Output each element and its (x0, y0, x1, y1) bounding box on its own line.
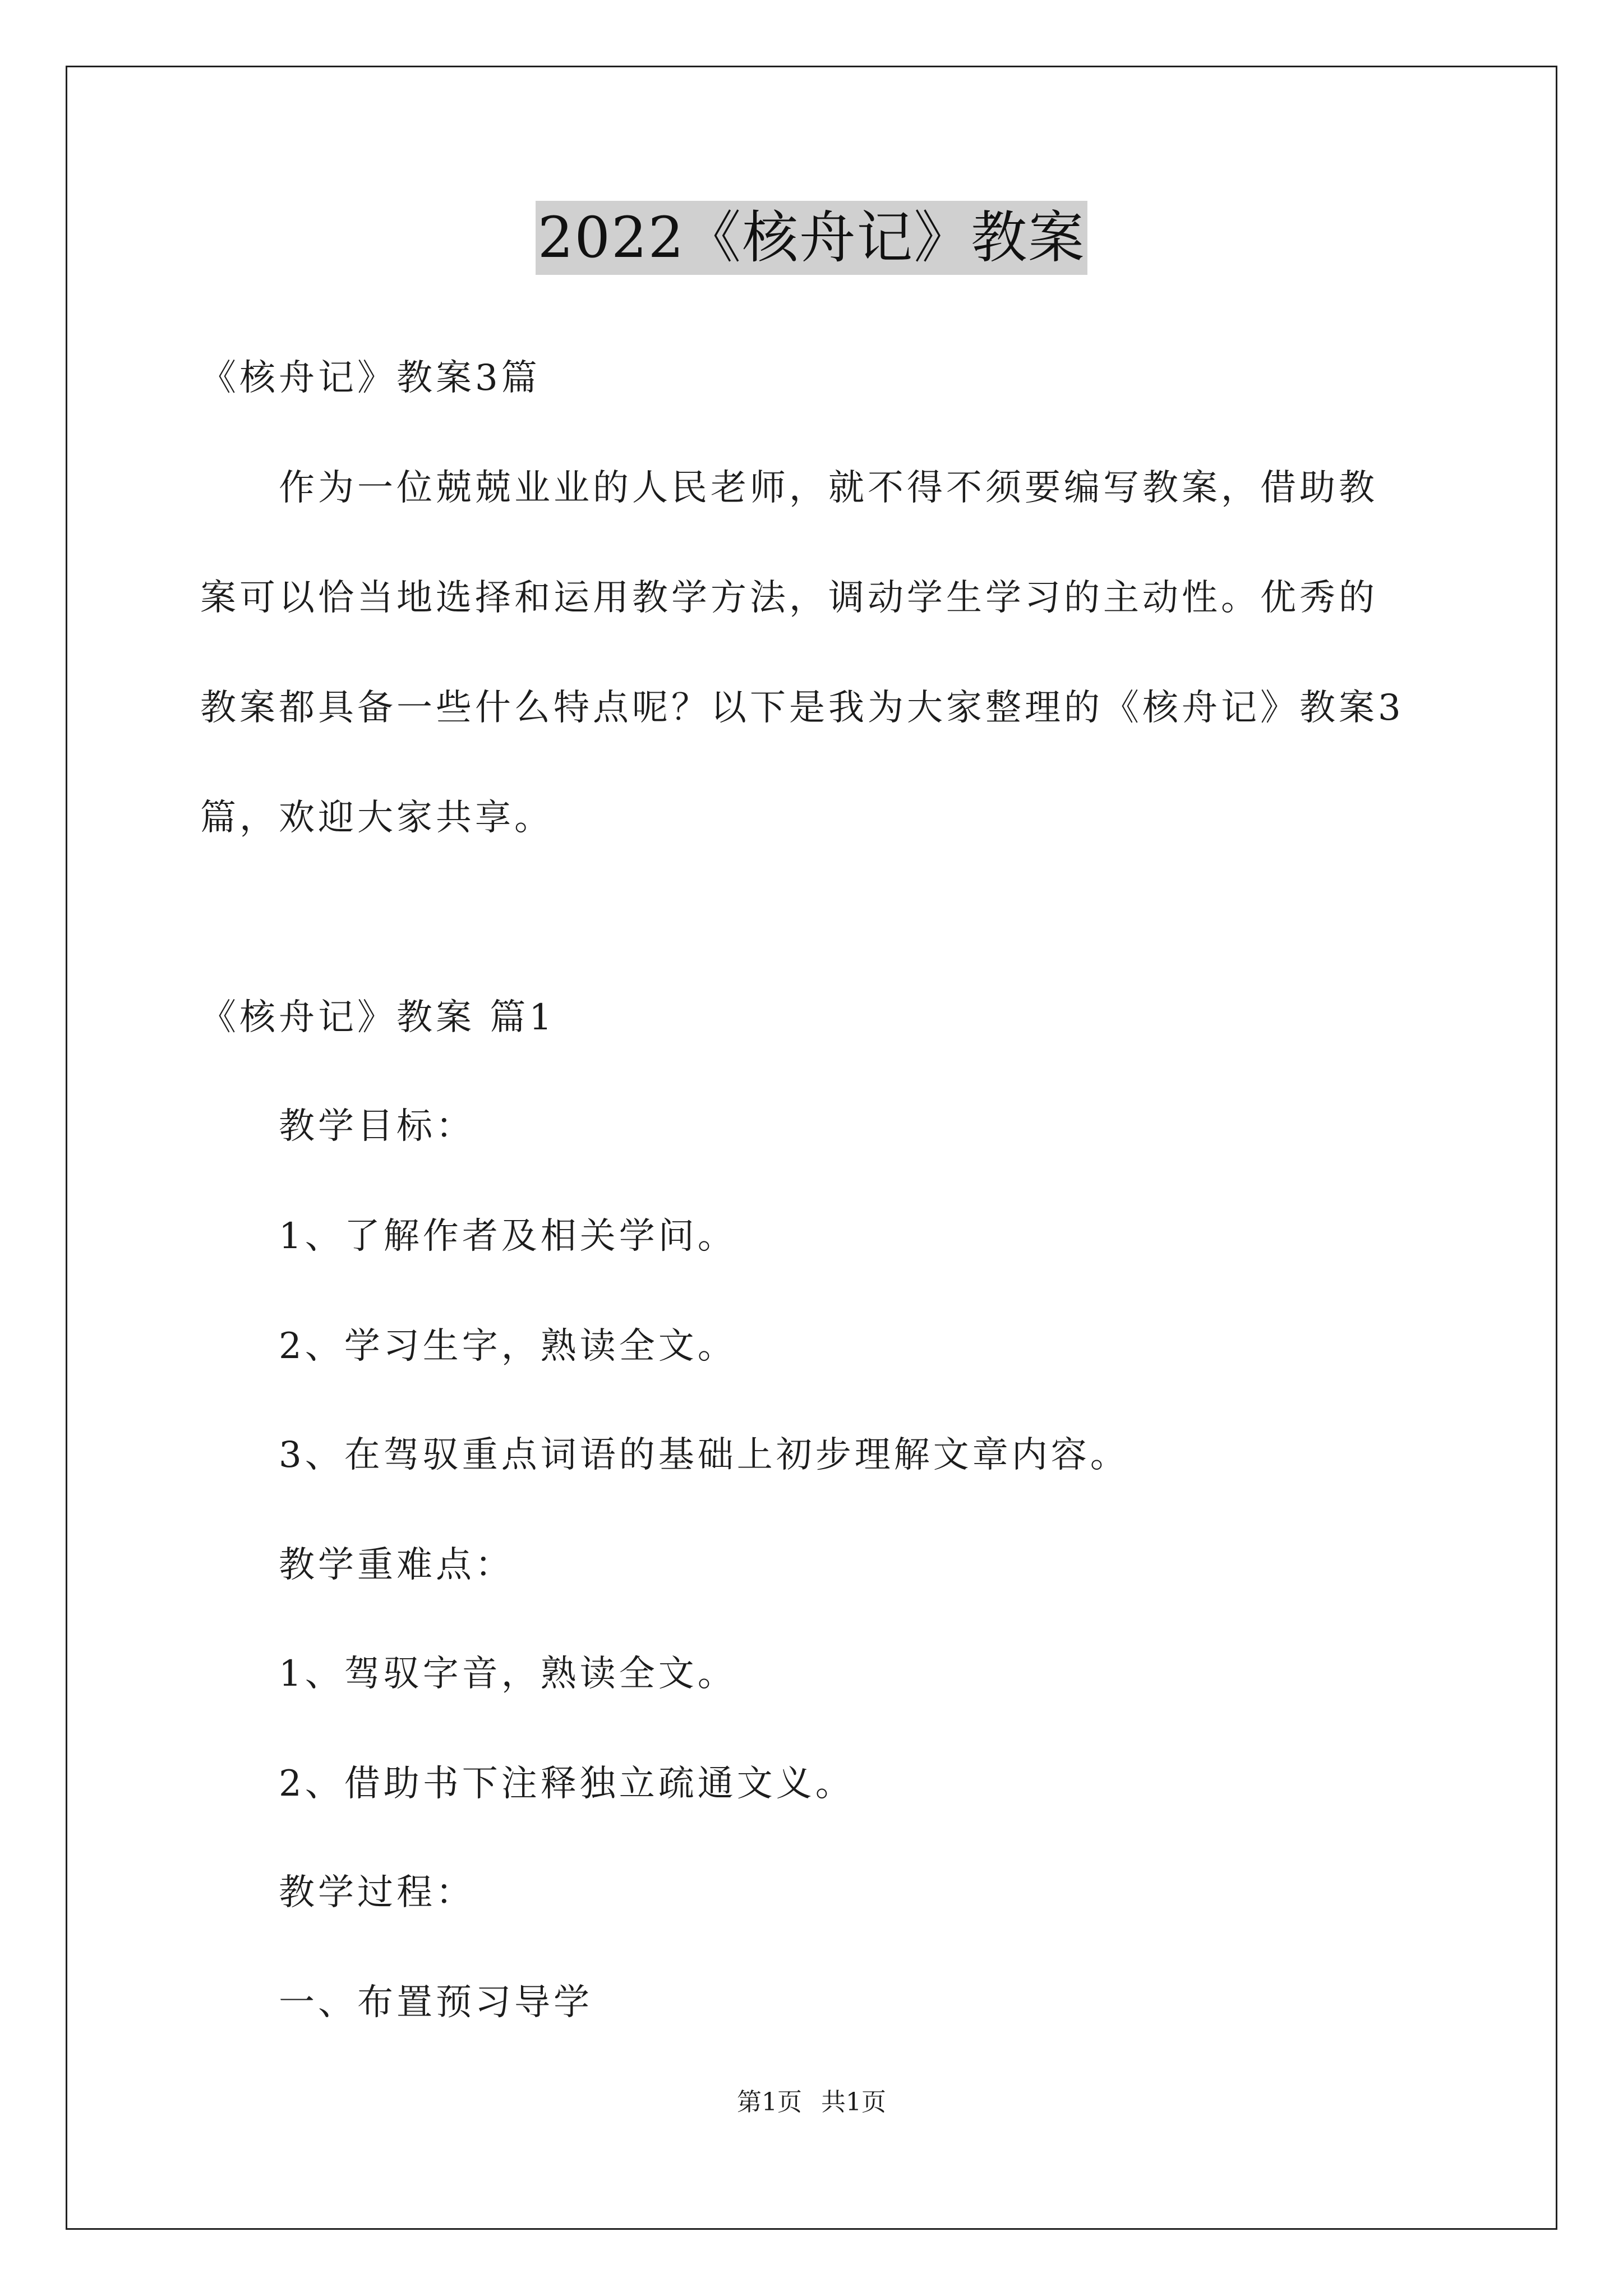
list-item: 2、借助书下注释独立疏通文义。 (279, 1763, 855, 1805)
list-item: 1、了解作者及相关学问。 (279, 1216, 737, 1257)
heading-key-points: 教学重难点： (279, 1544, 514, 1586)
list-item: 1、驾驭字音，熟读全文。 (279, 1653, 737, 1695)
intro-line: 案可以恰当地选择和运用教学方法，调动学生学习的主动性。优秀的 (200, 577, 1378, 619)
section-heading: 《核舟记》教案 篇1 (200, 997, 556, 1038)
intro-line: 作为一位兢兢业业的人民老师，就不得不须要编写教案，借助教 (279, 467, 1378, 509)
document-title: 2022《核舟记》教案 (536, 201, 1088, 275)
page-footer (0, 2086, 1623, 2119)
intro-line: 篇，欢迎大家共享。 (200, 797, 554, 839)
intro-paragraph (200, 466, 1434, 905)
list-item: 2、学习生字，熟读全文。 (279, 1326, 737, 1367)
list-item: 一、布置预习导学 (279, 1982, 593, 2023)
title-container (0, 201, 1623, 275)
heading-teaching-goals: 教学目标： (279, 1106, 475, 1147)
document-subtitle: 《核舟记》教案3篇 (200, 357, 541, 399)
page-number-total: 共1页 (821, 2088, 886, 2116)
intro-line: 教案都具备一些什么特点呢？以下是我为大家整理的《核舟记》教案3 (200, 687, 1404, 729)
page-number-current: 第1页 (737, 2088, 802, 2116)
heading-teaching-process: 教学过程： (279, 1872, 475, 1913)
list-item: 3、在驾驭重点词语的基础上初步理解文章内容。 (279, 1434, 1129, 1476)
